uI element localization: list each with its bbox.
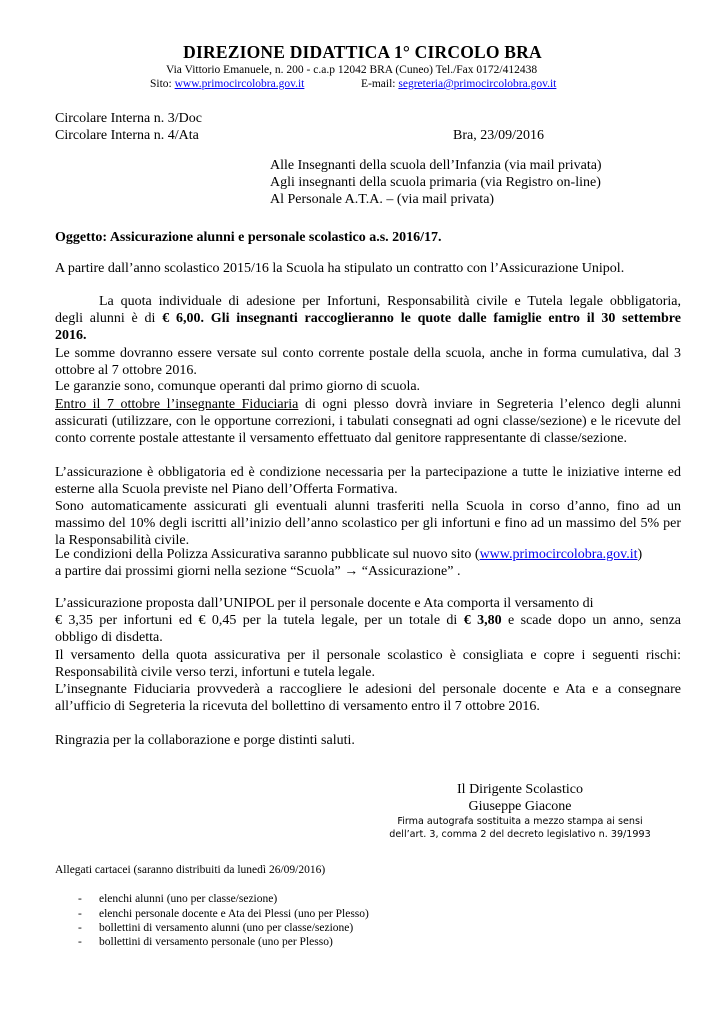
condizioni-close: ) [637, 547, 643, 562]
condizioni-text: Le condizioni della Polizza Assicurativa saranno pubblicate sul nuovo sito ( [55, 547, 480, 562]
attachment-item: bollettini di versamento alunni (uno per classe/sezione) [99, 922, 354, 934]
attachment-item: elenchi alunni (uno per classe/sezione) [99, 893, 278, 905]
fiduciaria-paragraph [55, 396, 681, 447]
attachment-bullet: - [78, 922, 82, 934]
circolare-ata: Circolare Interna n. 4/Ata [55, 128, 199, 143]
personale-total: € 3,80 [463, 613, 502, 628]
condizioni-line-2: a partire dai prossimi giorni nella sezione “Scuola” → “Assicurazione” . [55, 564, 461, 579]
obbligatoria-paragraph: L’assicurazione è obbligatoria ed è condizione necessaria per la partecipazione a tutte le iniziative interne ed esterne alla Scuola previste nel Piano dell’Offerta Formativa. [55, 465, 681, 497]
quota-text: degli alunni è di [55, 311, 163, 326]
insegnante-fiduciaria-paragraph: L’insegnante Fiduciaria provvederà a raccogliere le adesioni del personale docente e Ata e a consegnare all’ufficio di Segreteria la ricevuta del bollettino di versamento entro il 7 ottobre 2016. [55, 682, 681, 714]
email-label: E-mail: [361, 78, 399, 90]
recipient-line: Alle Insegnanti della scuola dell’Infanzia (via mail privata) [270, 158, 602, 173]
fiduciaria-text: di ogni plesso dovrà inviare in Segreteria l’elenco degli alunni assicurati (utilizzare, con le opportune correzioni, i tabulati consegnati ad ogni classe/sezione) e le ricevute del conto corrente postale attestante il versamento effettuato dal genitore rappresentante di classe/sezione. [55, 397, 681, 446]
attachments-heading: Allegati cartacei (saranno distribuiti da lunedì 26/09/2016) [55, 864, 326, 876]
quota-line-3: 2016. [55, 328, 87, 343]
quota-line-1: La quota individuale di adesione per Infortuni, Responsabilità civile e Tutela legale obbligatoria, [99, 294, 681, 309]
attachment-bullet: - [78, 936, 82, 948]
place-date: Bra, 23/09/2016 [453, 128, 544, 143]
school-email [361, 78, 556, 90]
attachment-item: bollettini di versamento personale (uno per Plesso) [99, 936, 333, 948]
signature-note-line: Firma autografa sostituita a mezzo stampa ai sensi [397, 816, 643, 827]
school-site [150, 78, 304, 90]
recipient-line: Agli insegnanti della scuola primaria (via Registro on-line) [270, 175, 601, 190]
personale-line-3: obbligo di disdetta. [55, 630, 163, 645]
personale-line-1: L’assicurazione proposta dall’UNIPOL per il personale docente e Ata comporta il versamento di [55, 596, 594, 611]
circolare-doc: Circolare Interna n. 3/Doc [55, 111, 202, 126]
email-link[interactable]: segreteria@primocircolobra.gov.it [398, 78, 557, 90]
recipient-line: Al Personale A.T.A. – (via mail privata) [270, 192, 495, 207]
quota-amount: € 6,00. Gli insegnanti raccoglieranno le quote dalle famiglie entro il 30 settembre [162, 311, 681, 326]
trasferiti-paragraph: Sono automaticamente assicurati gli eventuali alunni trasferiti nella Scuola in corso d’anno, fino ad un massimo del 10% degli iscritti all’inizio dell’anno scolastico per gli infortuni e fino ad un massimo del 5% per la Responsabilità civile. [55, 499, 681, 548]
attachment-bullet: - [78, 908, 82, 920]
personale-text: € 3,35 per infortuni ed € 0,45 per la tutela legale, per un totale di [55, 613, 464, 628]
condizioni-line-1 [55, 547, 642, 563]
subject-line: Oggetto: Assicurazione alunni e personale scolastico a.s. 2016/17. [55, 230, 442, 245]
school-title: DIREZIONE DIDATTICA 1° CIRCOLO BRA [183, 42, 542, 62]
site-label: Sito: [150, 78, 175, 90]
personale-line-2 [55, 613, 681, 629]
saluti-line: Ringrazia per la collaborazione e porge distinti saluti. [55, 733, 355, 748]
attachment-item: elenchi personale docente e Ata dei Plessi (uno per Plesso) [99, 908, 369, 920]
quota-line-2 [55, 311, 681, 327]
attachment-bullet: - [78, 893, 82, 905]
versamento-paragraph: Il versamento della quota assicurativa per il personale scolastico è consigliata e copre i seguenti rischi: Responsabilità civile verso terzi, infortuni e tutela legale. [55, 648, 681, 680]
signature-role: Il Dirigente Scolastico [457, 782, 583, 797]
signature-note-line: dell’art. 3, comma 2 del decreto legislativo n. 39/1993 [389, 829, 651, 840]
site-link[interactable]: www.primocircolobra.gov.it [174, 78, 305, 90]
personale-text-end: e scade dopo un anno, senza [501, 613, 682, 628]
garanzie-paragraph: Le garanzie sono, comunque operanti dal primo giorno di scuola. [55, 379, 421, 394]
intro-paragraph: A partire dall’anno scolastico 2015/16 la Scuola ha stipulato un contratto con l’Assicurazione Unipol. [55, 261, 625, 276]
signature-name: Giuseppe Giacone [468, 799, 572, 814]
fiduciaria-deadline: Entro il 7 ottobre l’insegnante Fiduciaria [55, 397, 299, 412]
school-address: Via Vittorio Emanuele, n. 200 - c.a.p 12042 BRA (Cuneo) Tel./Fax 0172/412438 [166, 64, 538, 76]
somme-paragraph: Le somme dovranno essere versate sul conto corrente postale della scuola, anche in forma cumulativa, dal 3 ottobre al 7 ottobre 2016. [55, 346, 681, 378]
condizioni-link[interactable]: www.primocircolobra.gov.it [479, 547, 638, 562]
